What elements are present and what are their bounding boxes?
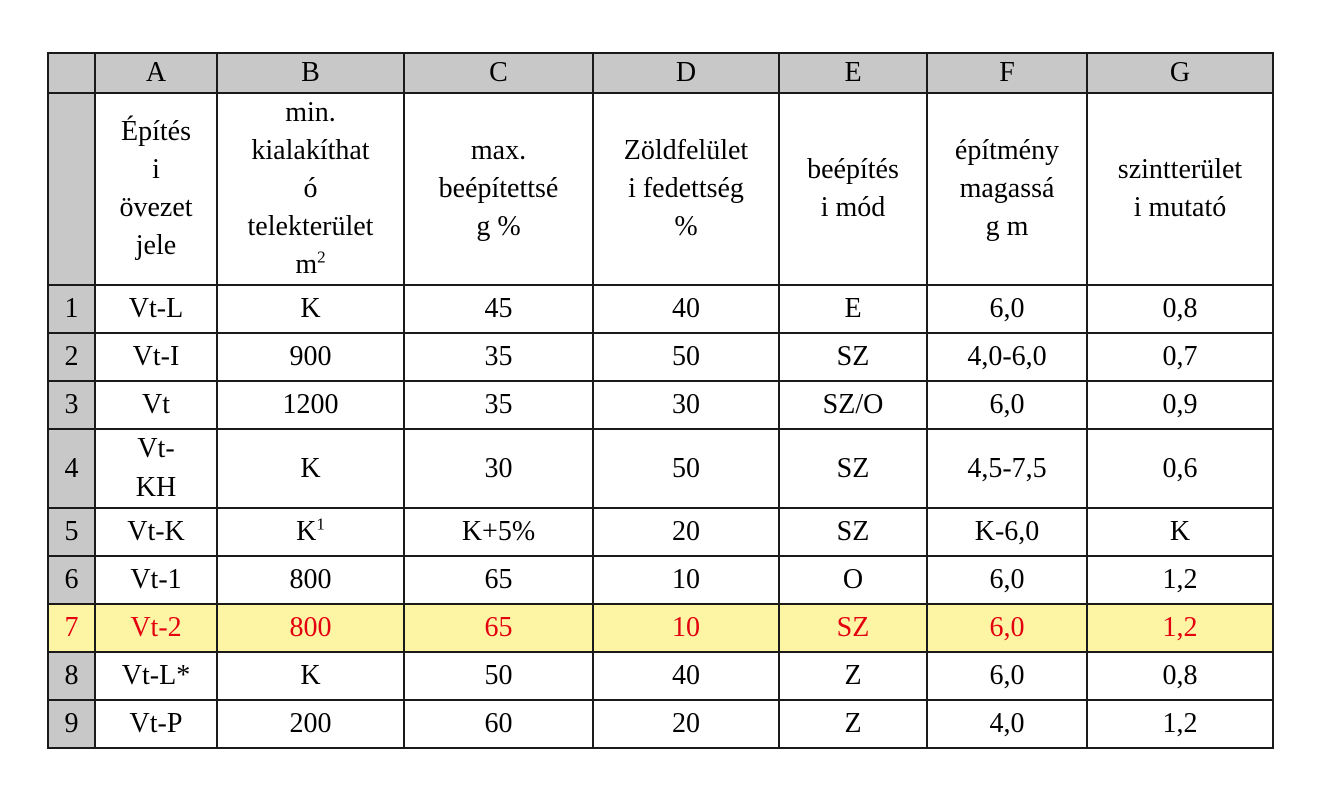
- plot-area-cell: 200: [217, 700, 404, 748]
- table-row: [48, 381, 1273, 429]
- row-number: 1: [48, 285, 95, 333]
- green-coverage-cell: 50: [593, 333, 779, 381]
- column-header-a: A: [95, 53, 217, 93]
- building-height-cell: 6,0: [927, 556, 1087, 604]
- plot-area-cell: 900: [217, 333, 404, 381]
- floor-area-ratio-cell: K: [1087, 508, 1273, 556]
- built-ratio-cell: 30: [404, 429, 593, 507]
- green-coverage-cell: 50: [593, 429, 779, 507]
- row-number: 3: [48, 381, 95, 429]
- column-header-b: B: [217, 53, 404, 93]
- zoning-table: [47, 52, 1274, 749]
- building-mode-cell: SZ: [779, 508, 927, 556]
- building-mode-cell: SZ: [779, 429, 927, 507]
- floor-area-ratio-cell: 0,7: [1087, 333, 1273, 381]
- building-height-cell: 6,0: [927, 604, 1087, 652]
- built-ratio-cell: 65: [404, 556, 593, 604]
- building-mode-cell: SZ: [779, 604, 927, 652]
- plot-area-cell: 800: [217, 604, 404, 652]
- built-ratio-cell: 60: [404, 700, 593, 748]
- zone-code-cell: Vt-2: [95, 604, 217, 652]
- building-mode-cell: SZ/O: [779, 381, 927, 429]
- zone-code-cell: Vt-L: [95, 285, 217, 333]
- building-mode-cell: SZ: [779, 333, 927, 381]
- building-height-cell: 6,0: [927, 652, 1087, 700]
- built-ratio-cell: 35: [404, 333, 593, 381]
- zone-code-cell: Vt: [95, 381, 217, 429]
- building-height-cell: 6,0: [927, 285, 1087, 333]
- green-coverage-cell: 40: [593, 285, 779, 333]
- green-coverage-cell: 30: [593, 381, 779, 429]
- table-row: [48, 700, 1273, 748]
- green-coverage-cell: 10: [593, 556, 779, 604]
- building-height-cell: 4,0: [927, 700, 1087, 748]
- zone-code-cell: Vt-K: [95, 508, 217, 556]
- header-max-built-ratio: max. beépítettsé g %: [404, 93, 593, 285]
- plot-area-cell: 800: [217, 556, 404, 604]
- zone-code-cell: Vt-L*: [95, 652, 217, 700]
- zone-code-cell: Vt-I: [95, 333, 217, 381]
- floor-area-ratio-cell: 0,8: [1087, 285, 1273, 333]
- corner-cell: [48, 53, 95, 93]
- column-header-f: F: [927, 53, 1087, 93]
- building-height-cell: 4,5-7,5: [927, 429, 1087, 507]
- built-ratio-cell: 45: [404, 285, 593, 333]
- building-mode-cell: Z: [779, 700, 927, 748]
- green-coverage-cell: 10: [593, 604, 779, 652]
- row-number: 8: [48, 652, 95, 700]
- header-building-mode: beépítés i mód: [779, 93, 927, 285]
- header-zone-code: Építés i övezet jele: [95, 93, 217, 285]
- row-number: 5: [48, 508, 95, 556]
- column-header-d: D: [593, 53, 779, 93]
- zone-code-cell: Vt- KH: [95, 429, 217, 507]
- row-number: 2: [48, 333, 95, 381]
- building-height-cell: K-6,0: [927, 508, 1087, 556]
- table-header-row: [48, 93, 1273, 285]
- header-min-plot-area: min. kialakíthat ó telekterület $m^2$: [217, 93, 404, 285]
- built-ratio-cell: 65: [404, 604, 593, 652]
- header-floor-area-ratio: szintterület i mutató: [1087, 93, 1273, 285]
- table-row: [48, 652, 1273, 700]
- zone-code-cell: Vt-1: [95, 556, 217, 604]
- plot-area-cell: K: [217, 652, 404, 700]
- plot-area-cell: $K^1$: [217, 508, 404, 556]
- column-header-row: [48, 53, 1273, 93]
- plot-area-cell: K: [217, 285, 404, 333]
- row-number: 9: [48, 700, 95, 748]
- built-ratio-cell: 35: [404, 381, 593, 429]
- building-height-cell: 4,0-6,0: [927, 333, 1087, 381]
- row-number: 4: [48, 429, 95, 507]
- row-number: 7: [48, 604, 95, 652]
- floor-area-ratio-cell: 1,2: [1087, 700, 1273, 748]
- column-header-e: E: [779, 53, 927, 93]
- table-row: [48, 429, 1273, 507]
- built-ratio-cell: K+5%: [404, 508, 593, 556]
- built-ratio-cell: 50: [404, 652, 593, 700]
- floor-area-ratio-cell: 0,6: [1087, 429, 1273, 507]
- building-mode-cell: Z: [779, 652, 927, 700]
- floor-area-ratio-cell: 1,2: [1087, 556, 1273, 604]
- table-row: [48, 508, 1273, 556]
- floor-area-ratio-cell: 0,8: [1087, 652, 1273, 700]
- green-coverage-cell: 40: [593, 652, 779, 700]
- green-coverage-cell: 20: [593, 508, 779, 556]
- table-row: [48, 556, 1273, 604]
- header-building-height: építmény magassá g m: [927, 93, 1087, 285]
- floor-area-ratio-cell: 0,9: [1087, 381, 1273, 429]
- zone-code-cell: Vt-P: [95, 700, 217, 748]
- header-green-coverage: Zöldfelület i fedettség %: [593, 93, 779, 285]
- table-row: [48, 333, 1273, 381]
- table-row: [48, 285, 1273, 333]
- row-header-blank: [48, 93, 95, 285]
- column-header-g: G: [1087, 53, 1273, 93]
- floor-area-ratio-cell: 1,2: [1087, 604, 1273, 652]
- plot-area-cell: K: [217, 429, 404, 507]
- building-mode-cell: O: [779, 556, 927, 604]
- building-mode-cell: E: [779, 285, 927, 333]
- plot-area-cell: 1200: [217, 381, 404, 429]
- column-header-c: C: [404, 53, 593, 93]
- building-height-cell: 6,0: [927, 381, 1087, 429]
- green-coverage-cell: 20: [593, 700, 779, 748]
- row-number: 6: [48, 556, 95, 604]
- highlighted-table-row: [48, 604, 1273, 652]
